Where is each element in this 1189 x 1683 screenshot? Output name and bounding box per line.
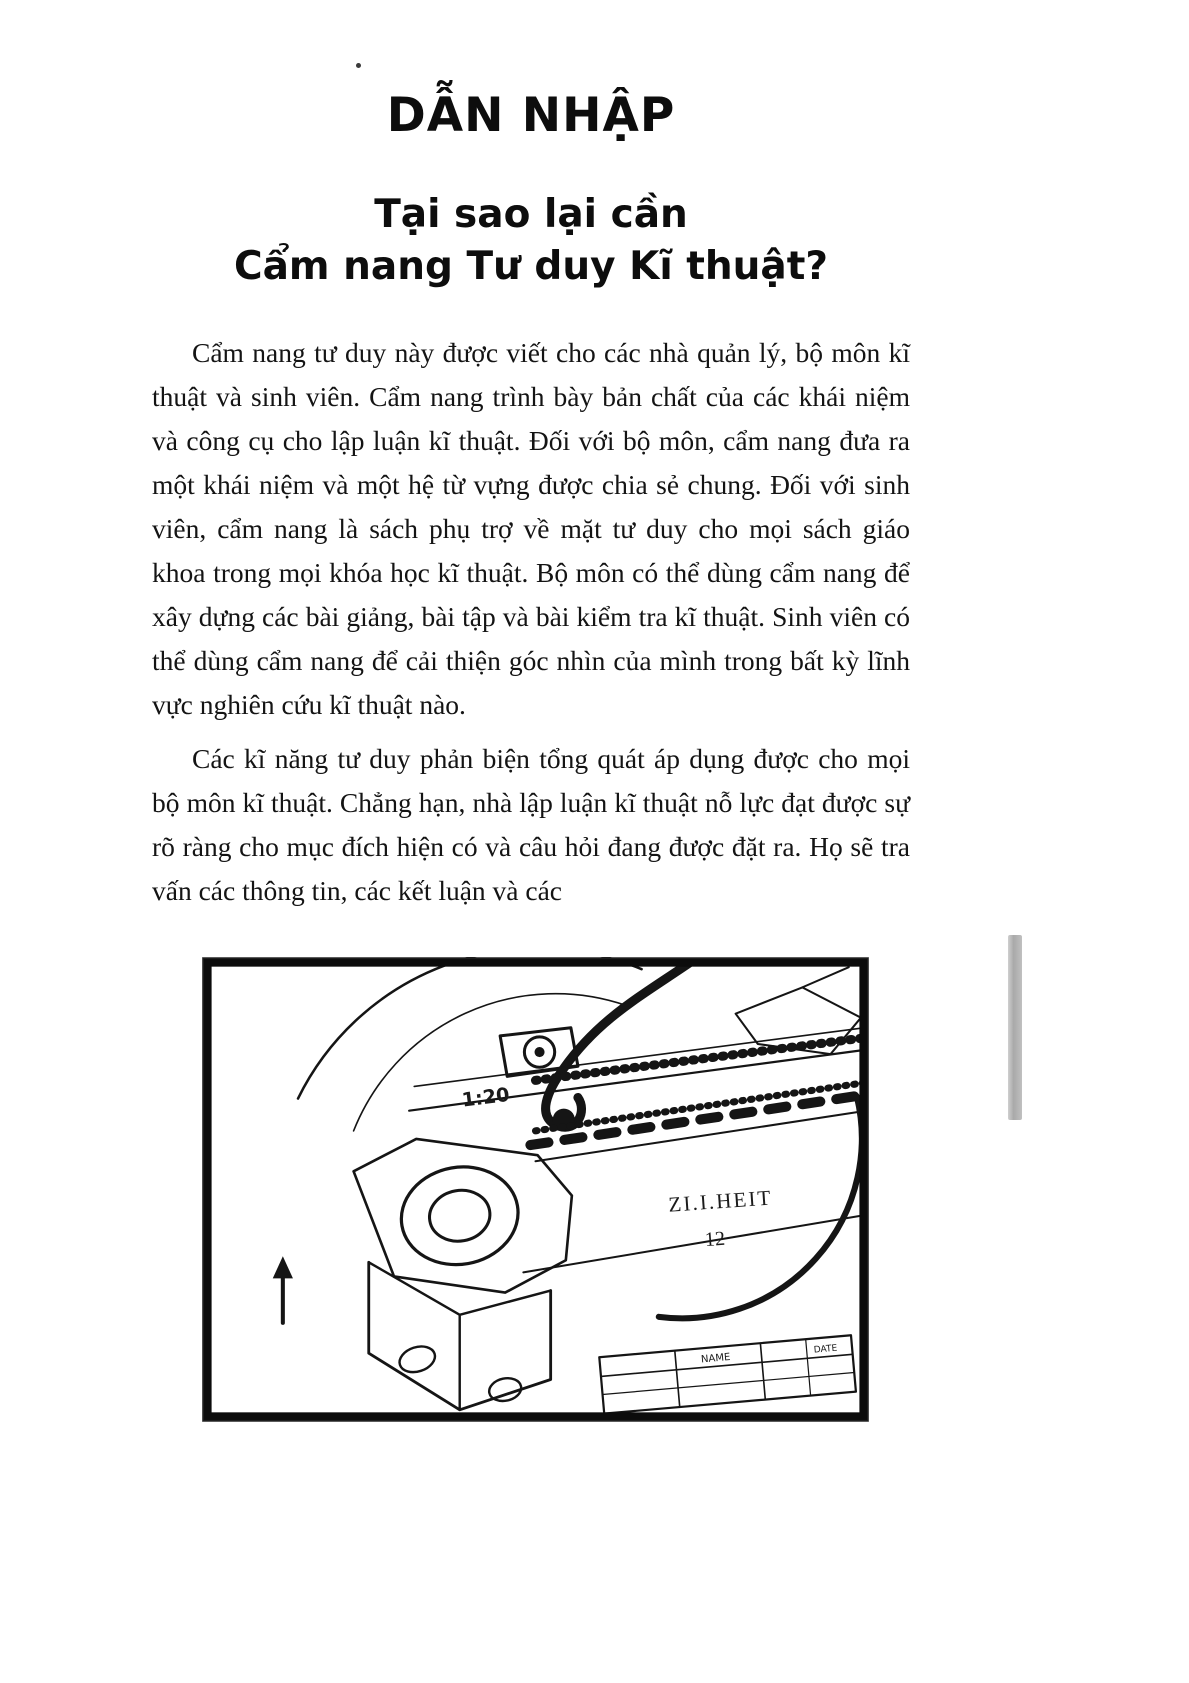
titleblock-date-label: DATE bbox=[813, 1343, 838, 1356]
text-column bbox=[152, 0, 910, 1422]
paragraph: Cẩm nang tư duy này được viết cho các nhà quản lý, bộ môn kĩ thuật và sinh viên. Cẩm nang trình bày bản chất của các khái niệm và công cụ cho lập luận kĩ thuật. Đối với bộ môn, cẩm nang đưa ra một khái niệm và một hệ từ vựng được chia sẻ chung. Đối với sinh viên, cẩm nang là sách phụ trợ về mặt tư duy cho mọi sách giáo khoa trong mọi khóa học kĩ thuật. Bộ môn có thể dùng cẩm nang để xây dựng các bài giảng, bài tập và bài kiểm tra kĩ thuật. Sinh viên có thể dùng cẩm nang để cải thiện góc nhìn của mình trong bất kỳ lĩnh vực nghiên cứu kĩ thuật nào. bbox=[152, 337, 910, 720]
technical-drawing-figure bbox=[202, 957, 869, 1422]
body-text bbox=[152, 331, 910, 913]
titleblock-name-label: NAME bbox=[700, 1351, 731, 1366]
chapter-subtitle bbox=[152, 189, 910, 293]
subtitle-line-1: Tại sao lại cần bbox=[374, 192, 688, 237]
subtitle-line-2: Cẩm nang Tư duy Kĩ thuật? bbox=[233, 244, 829, 289]
chapter-title: DẪN NHẬP bbox=[386, 88, 676, 143]
paragraph: Các kĩ năng tư duy phản biện tổng quát áp dụng được cho mọi bộ môn kĩ thuật. Chẳng hạn, nhà lập luận kĩ thuật nỗ lực đạt được sự rõ ràng cho mục đích hiện có và câu hỏi đang được đặt ra. Họ sẽ tra vấn các thông tin, các kết luận và các bbox=[152, 743, 910, 906]
annotation-text: ZI.I.HEIT bbox=[667, 1185, 774, 1217]
annotation-number: 12 bbox=[704, 1227, 726, 1252]
scale-label: 1:20 bbox=[460, 1082, 511, 1112]
scan-artifact-bar bbox=[1008, 935, 1022, 1120]
technical-drawing-illustration bbox=[202, 957, 869, 1422]
